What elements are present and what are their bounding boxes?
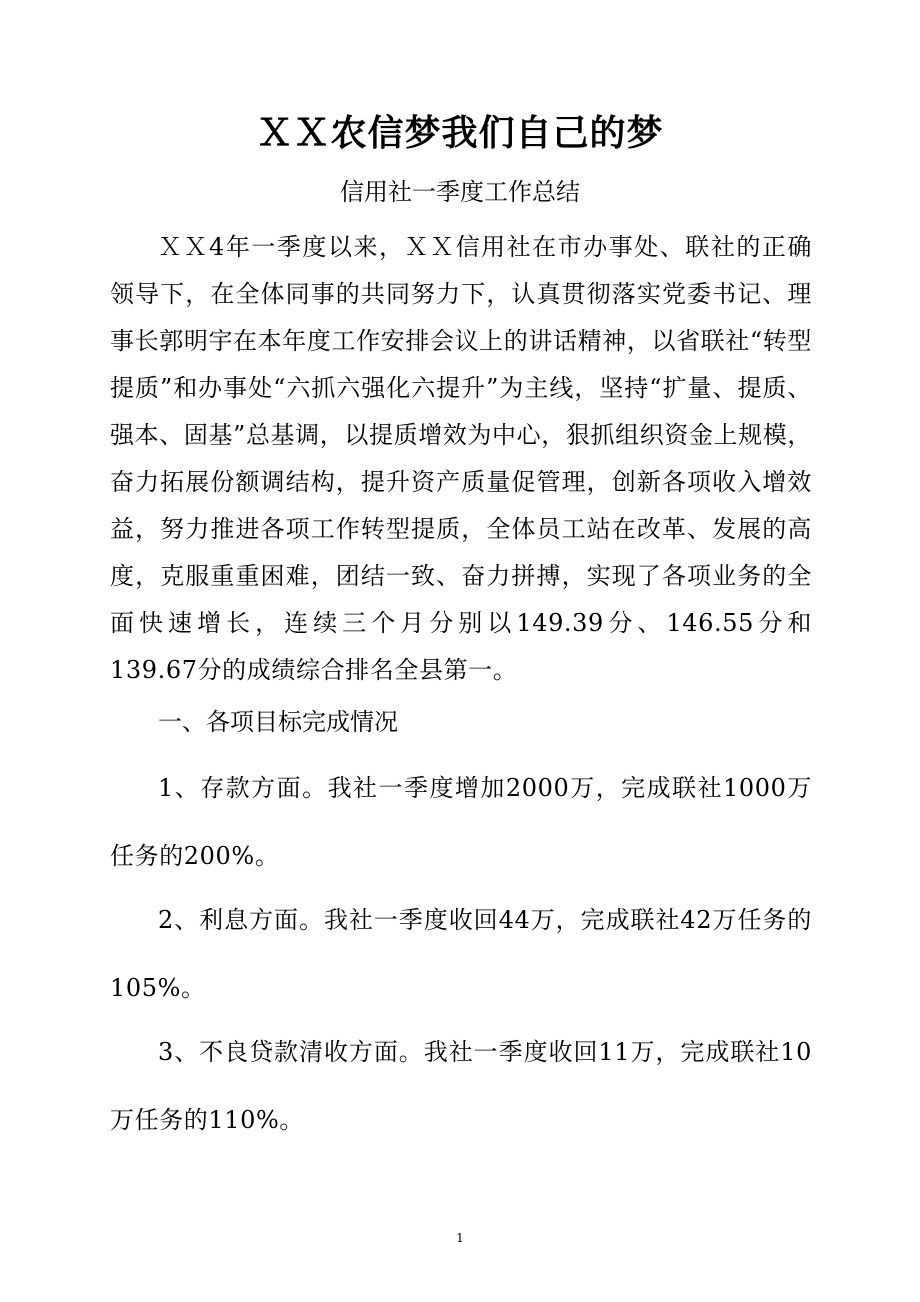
document-title: ＸＸ农信梦我们自己的梦 bbox=[256, 112, 664, 154]
list-item-deposits: 1、存款方面。我社一季度增加2000万，完成联社1000万任务的200%。 bbox=[110, 774, 812, 870]
document-subtitle: 信用社一季度工作总结 bbox=[340, 178, 580, 206]
section-heading: 一、各项目标完成情况 bbox=[158, 708, 398, 736]
list-item-interest: 2、利息方面。我社一季度收回44万，完成联社42万任务的105%。 bbox=[110, 906, 812, 1002]
list-item-bad-loans: 3、不良贷款清收方面。我社一季度收回11万，完成联社10万任务的110%。 bbox=[110, 1038, 812, 1134]
intro-paragraph: ＸＸ4年一季度以来，ＸＸ信用社在市办事处、联社的正确领导下，在全体同事的共同努力下，认真贯彻落实党委书记、理事长郭明宇在本年度工作安排会议上的讲话精神，以省联社“转型提质”和办事处“六抓六强化六提升”为主线，坚持“扩量、提质、强本、固基”总基调，以提质增效为中心，狠抓组织资金上规模，奋力拓展份额调结构，提升资产质量促管理，创新各项收入增效益，努力推进各项工作转型提质，全体员工站在改革、发展的高度，克服重重困难，团结一致、奋力拼搏，实现了各项业务的全面快速增长，连续三个月分别以149.39分、146.55分和139.67分的成绩综合排名全县第一。 bbox=[110, 233, 812, 684]
page-number: 1 bbox=[456, 1231, 464, 1245]
